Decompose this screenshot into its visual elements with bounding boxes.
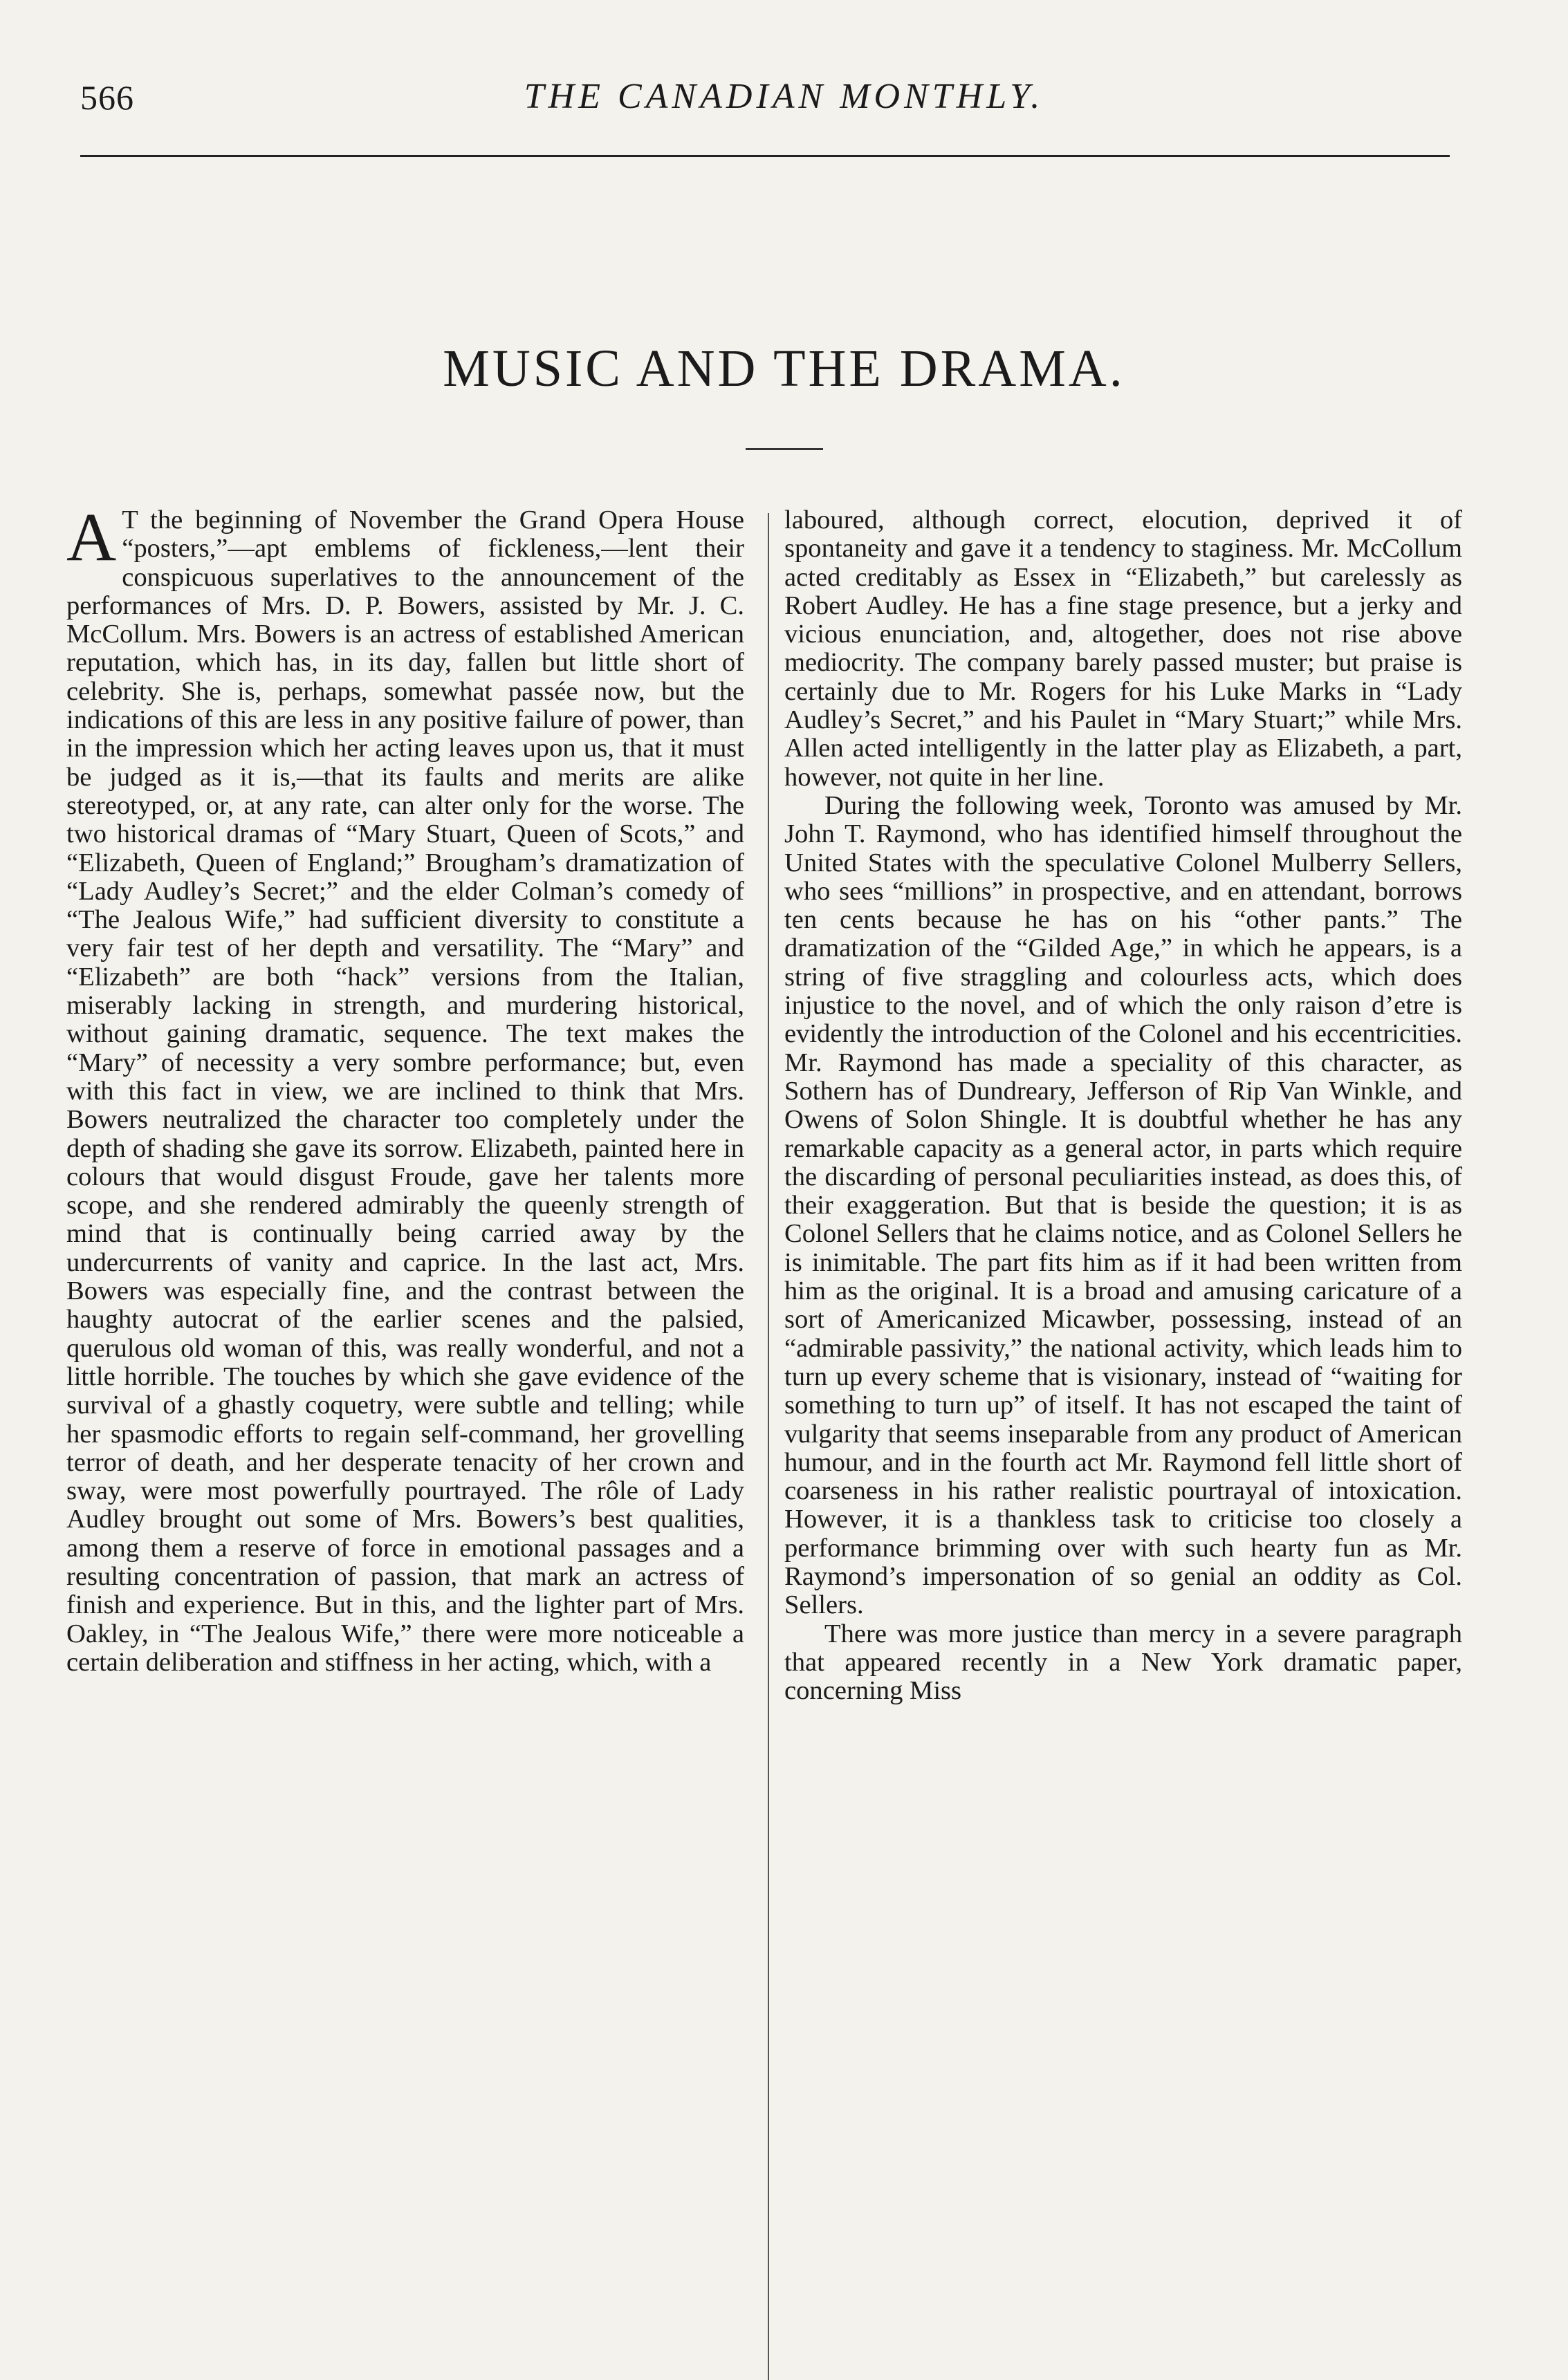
paragraph: During the following week, Toronto was amused by Mr. John T. Raymond, who has identified himself throughout the United States with the speculative Colonel Mulberry Sellers, who sees “millions” in prospective, and en attendant, borrows ten cents because he has on his “other pants.” The dramatization of the “Gilded Age,” in which he appears, is a string of five straggling and colourless acts, which does injustice to the novel, and of which the only raison d’etre is evidently the introduction of the Colonel and his eccentricities. Mr. Raymond has made a speciality of this character, as Sothern has of Dundreary, Jefferson of Rip Van Winkle, and Owens of Solon Shingle. It is doubtful whether he has any remarkable capacity as a general actor, in parts which require the discarding of personal peculiarities instead, as does this, of their exaggeration. But that is beside the question; it is as Colonel Sellers that he claims notice, and as Colonel Sellers he is inimitable. The part fits him as if it had been written from him as the original. It is a broad and amusing caricature of a sort of Americanized Micawber, possessing, instead of an “admirable passivity,” the national activity, which leads him to turn up every scheme that is visionary, instead of “waiting for something to turn up” of itself. It has not escaped the taint of vulgarity that seems inseparable from any product of American humour, and in the fourth act Mr. Raymond fell little short of coarseness in his rather realistic pourtrayal of intoxication. However, it is a thankless task to criticise too closely a performance brimming over with such hearty fun as Mr. Raymond’s impersonation of so genial an oddity as Col. Sellers. <box>784 790 1462 1620</box>
header-rule <box>80 155 1450 157</box>
title-rule <box>746 448 823 450</box>
paragraph-text: T the beginning of November the Grand Opera House “posters,”—apt emblems of fickleness,—lent their conspicuous superlatives to the announcement of the performances of Mrs. D. P. Bowers, assisted by Mr. J. C. McCollum. Mrs. Bowers is an actress of established American reputation, which has, in its day, fallen but little short of celebrity. She is, perhaps, somewhat passée now, but the indications of this are less in any positive failure of power, than in the impression which her acting leaves upon us, that it must be judged as it is,—that its faults and merits are alike stereotyped, or, at any rate, can alter only for the worse. The two historical dramas of “Mary Stuart, Queen of Scots,” and “Elizabeth, Queen of England;” Brougham’s dramatization of “Lady Audley’s Secret;” and the elder Colman’s comedy of “The Jealous Wife,” had sufficient diversity to constitute a very fair test of her depth and versatility. The “Mary” and “Elizabeth” are both “hack” versions from the Italian, miserably lacking in strength, and murdering historical, without gaining dramatic, sequence. The text makes the “Mary” of necessity a very sombre performance; but, even with this fact in view, we are inclined to think that Mrs. Bowers neutralized the character too completely under the depth of shading she gave its sorrow. Elizabeth, painted here in colours that would disgust Froude, gave her talents more scope, and she rendered admirably the queenly strength of mind that is continually being carried away by the undercurrents of vanity and caprice. In the last act, Mrs. Bowers was especially fine, and the contrast between the haughty autocrat of the earlier scenes and the palsied, querulous old woman of this, was really wonderful, and not a little horrible. The touches by which she gave evidence of the survival of a ghastly coquetry, were subtle and telling; while her spasmodic efforts to regain self-command, her grovelling terror of death, and her desperate tenacity of her crown and sway, were most powerfully pourtrayed. The rôle of Lady Audley brought out some of Mrs. Bowers’s best qualities, among them a reserve of force in emotional passages and a resulting concentration of passion, that mark an actress of finish and experience. But in this, and the lighter part of Mrs. Oakley, in “The Jealous Wife,” there were more noticeable a certain deliberation and stiffness in her acting, which, with a <box>66 505 744 1677</box>
drop-cap: A <box>66 499 117 575</box>
paragraph: laboured, although correct, elocution, deprived it of spontaneity and gave it a tendency to staginess. Mr. McCollum acted creditably as Essex in “Elizabeth,” but carelessly as Robert Audley. He has a fine stage presence, but a jerky and vicious enunciation, and, altogether, does not rise above mediocrity. The company barely passed muster; but praise is certainly due to Mr. Rogers for his Luke Marks in “Lady Audley’s Secret,” and his Paulet in “Mary Stuart;” while Mrs. Allen acted intelligently in the latter play as Elizabeth, a part, however, not quite in her line. <box>784 505 1462 792</box>
left-column <box>66 499 744 1677</box>
running-title: THE CANADIAN MONTHLY. <box>524 77 1044 116</box>
running-header <box>0 66 1568 129</box>
right-column <box>784 506 1462 1705</box>
column-divider <box>768 513 769 2380</box>
paragraph: There was more justice than mercy in a severe paragraph that appeared recently in a New York dramatic paper, concerning Miss <box>784 1619 1462 1706</box>
paragraph <box>66 499 744 1677</box>
article-title: MUSIC AND THE DRAMA. <box>443 340 1125 398</box>
page-number: 566 <box>80 78 134 117</box>
